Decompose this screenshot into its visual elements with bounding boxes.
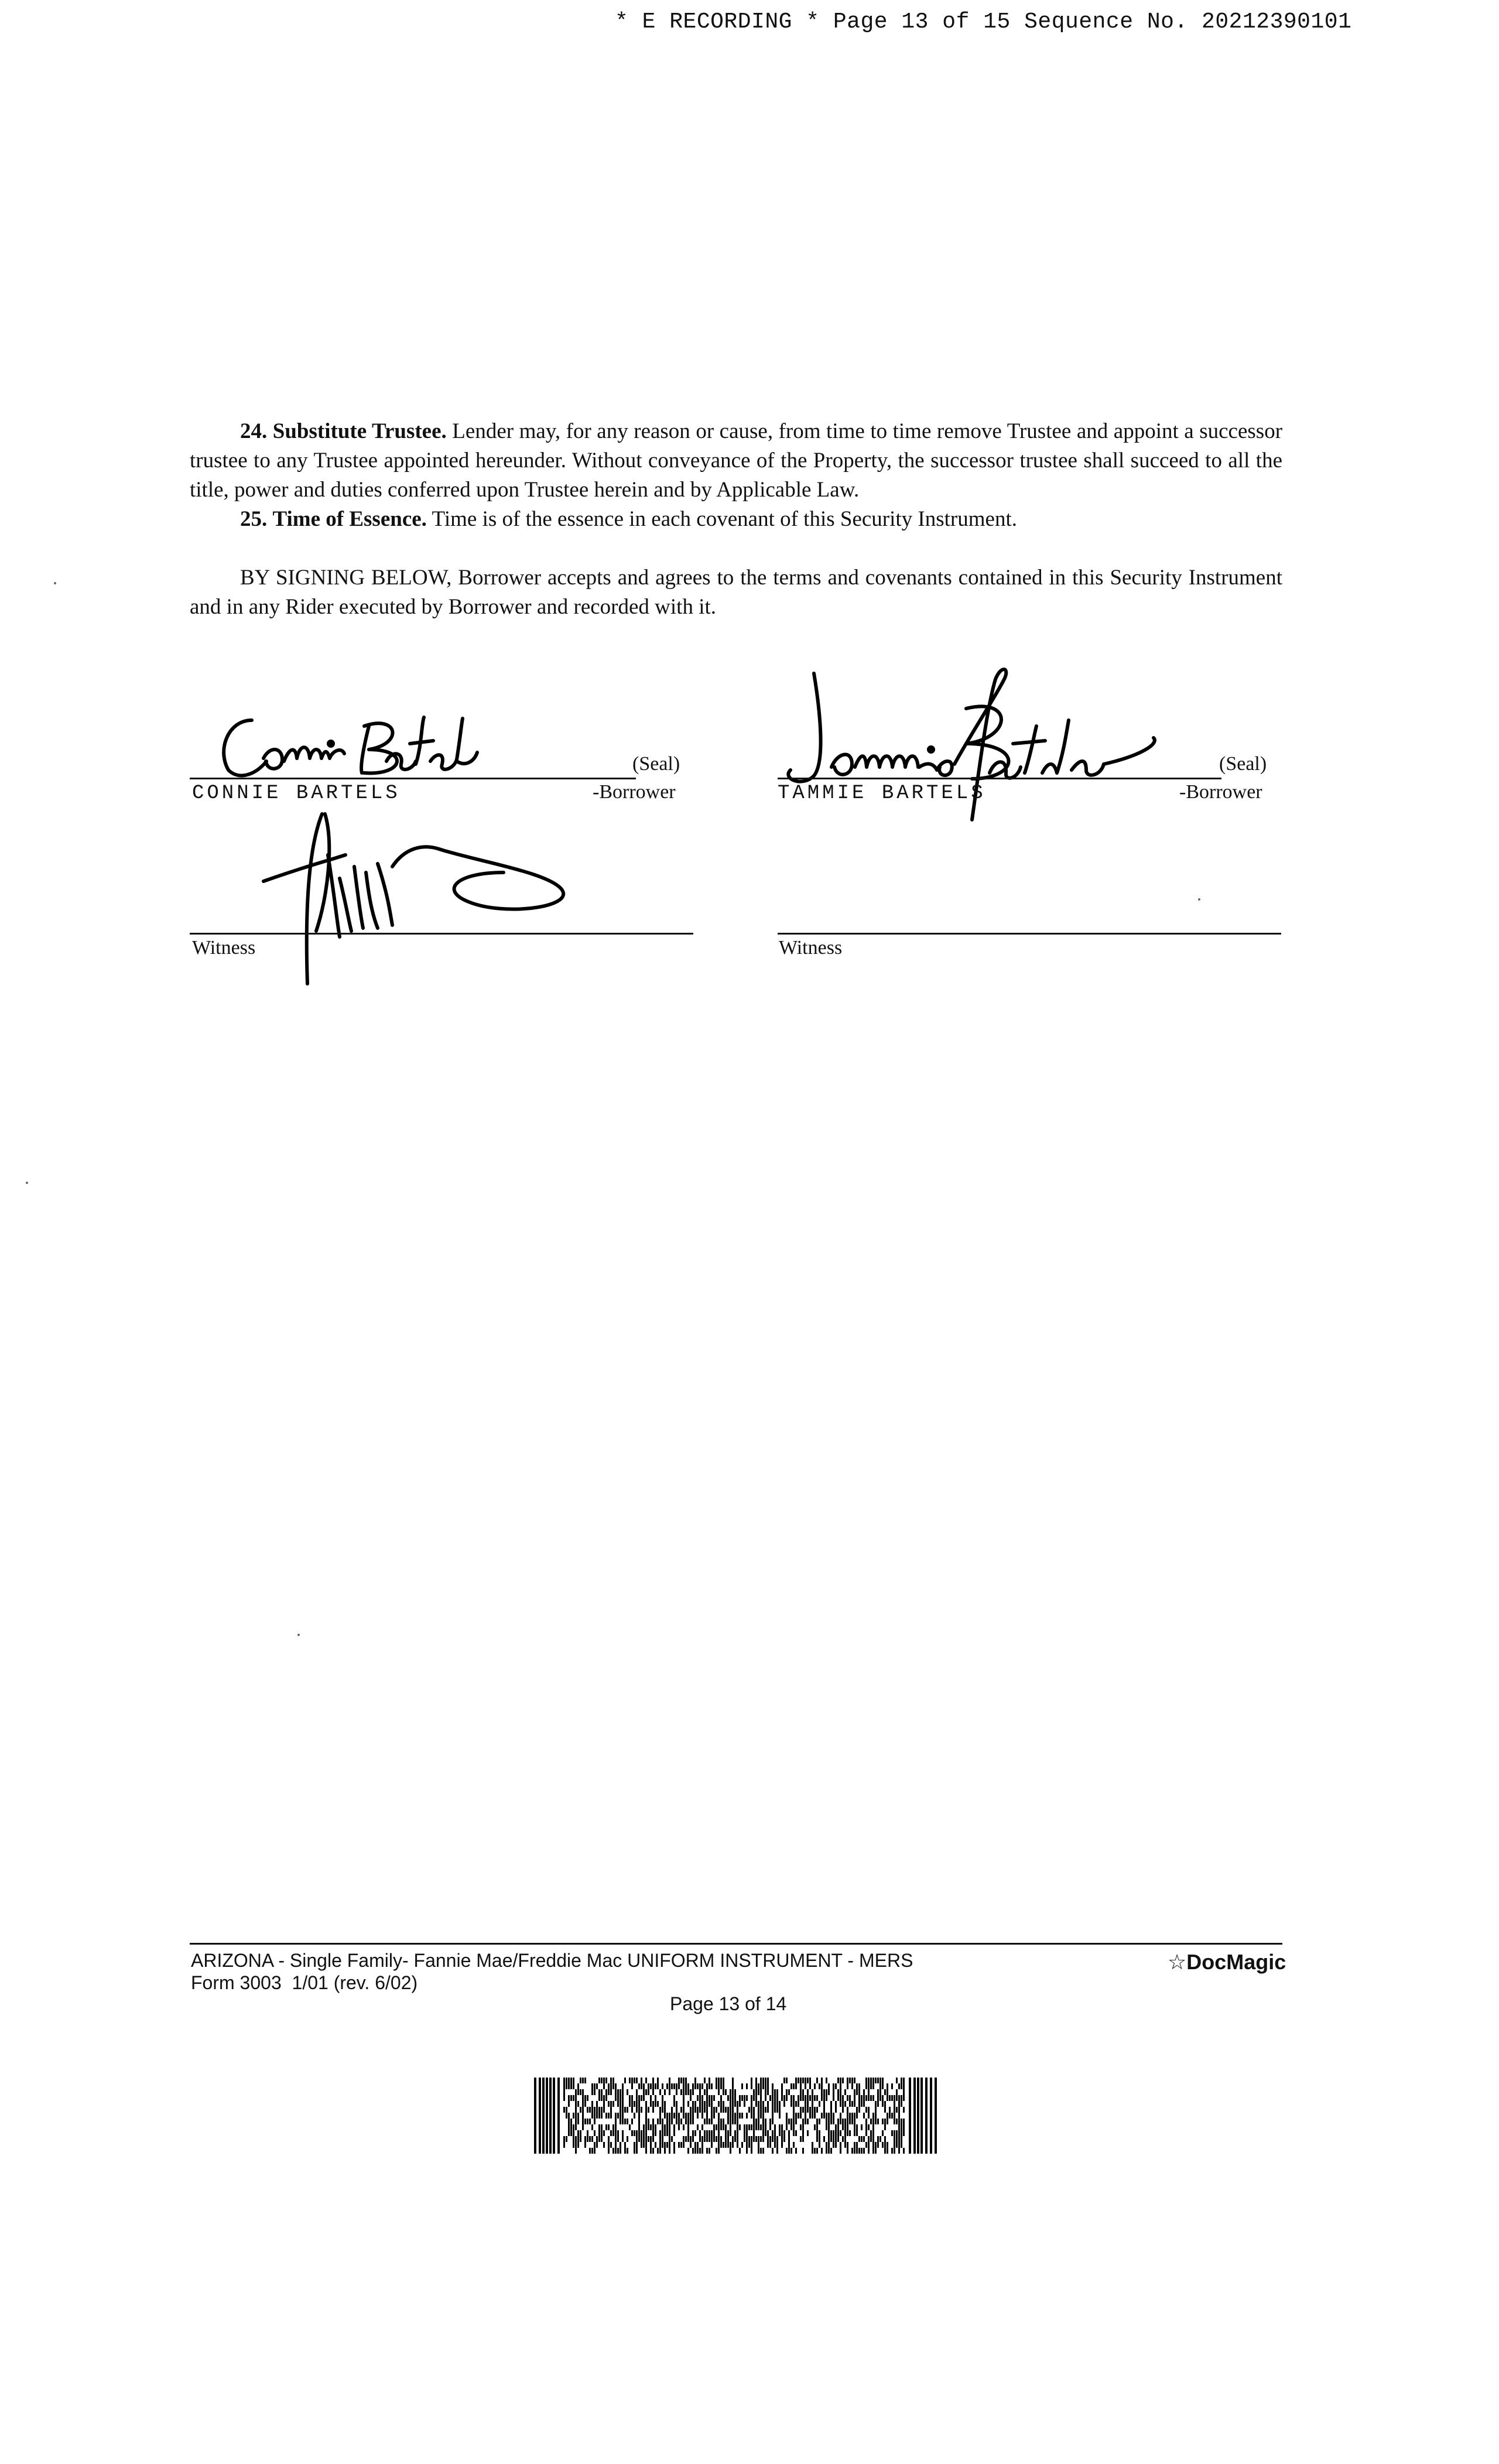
right-borrower-role: -Borrower	[1179, 781, 1262, 803]
section-24-text: Lender may, for any reason or cause, from time to time remove Trustee and appoint a successor trustee to any Trustee appointed hereunder. Without conveyance of the Property, the successor trustee shall succeed to all the title, power and duties conferred upon Trustee herein and by Applicable Law.	[190, 419, 1283, 502]
section-25-text: Time is of the essence in each covenant of this Security Instrument.	[432, 507, 1017, 531]
right-signature-line	[778, 778, 1221, 779]
footer-rule	[190, 1943, 1282, 1945]
left-borrower-role: -Borrower	[593, 781, 676, 803]
left-witness-line	[190, 933, 693, 935]
footer-form-title: ARIZONA - Single Family- Fannie Mae/Freddie Mac UNIFORM INSTRUMENT - MERS	[191, 1950, 913, 1971]
right-witness-line	[778, 933, 1281, 935]
section-24-number: 24.	[240, 419, 268, 443]
right-borrower-name: TAMMIE BARTELS	[778, 782, 986, 805]
left-signature-line	[190, 778, 636, 779]
connie-bartels-signature	[211, 703, 515, 785]
right-seal-label: (Seal)	[1219, 753, 1267, 775]
section-24-title: Substitute Trustee.	[272, 419, 447, 443]
scan-speck	[54, 582, 56, 584]
scan-speck	[297, 1634, 300, 1636]
star-icon: ☆	[1168, 1950, 1187, 1974]
section-25-number: 25.	[240, 507, 268, 531]
section-25	[190, 505, 1282, 534]
docmagic-logo	[1168, 1950, 1286, 1974]
docmagic-brand: DocMagic	[1186, 1950, 1286, 1974]
footer-form-number: Form 3003 1/01 (rev. 6/02)	[191, 1972, 418, 1993]
left-borrower-name: CONNIE BARTELS	[192, 782, 401, 805]
section-25-title: Time of Essence.	[272, 507, 427, 531]
left-witness-signature	[246, 808, 574, 995]
tammie-bartels-signature	[779, 662, 1224, 837]
left-witness-label: Witness	[192, 937, 256, 959]
barcode	[534, 2078, 938, 2154]
section-24	[190, 417, 1282, 505]
left-seal-label: (Seal)	[632, 753, 680, 775]
signing-statement: BY SIGNING BELOW, Borrower accepts and agrees to the terms and covenants contained in this Security Instrument and in any Rider executed by Borrower and recorded with it.	[190, 566, 1282, 619]
scan-speck	[26, 1182, 28, 1184]
footer-page-number: Page 13 of 14	[670, 1993, 787, 2014]
right-witness-label: Witness	[779, 937, 843, 959]
recording-header: * E RECORDING * Page 13 of 15 Sequence No. 20212390101	[615, 9, 1352, 35]
scan-speck	[1198, 898, 1200, 901]
